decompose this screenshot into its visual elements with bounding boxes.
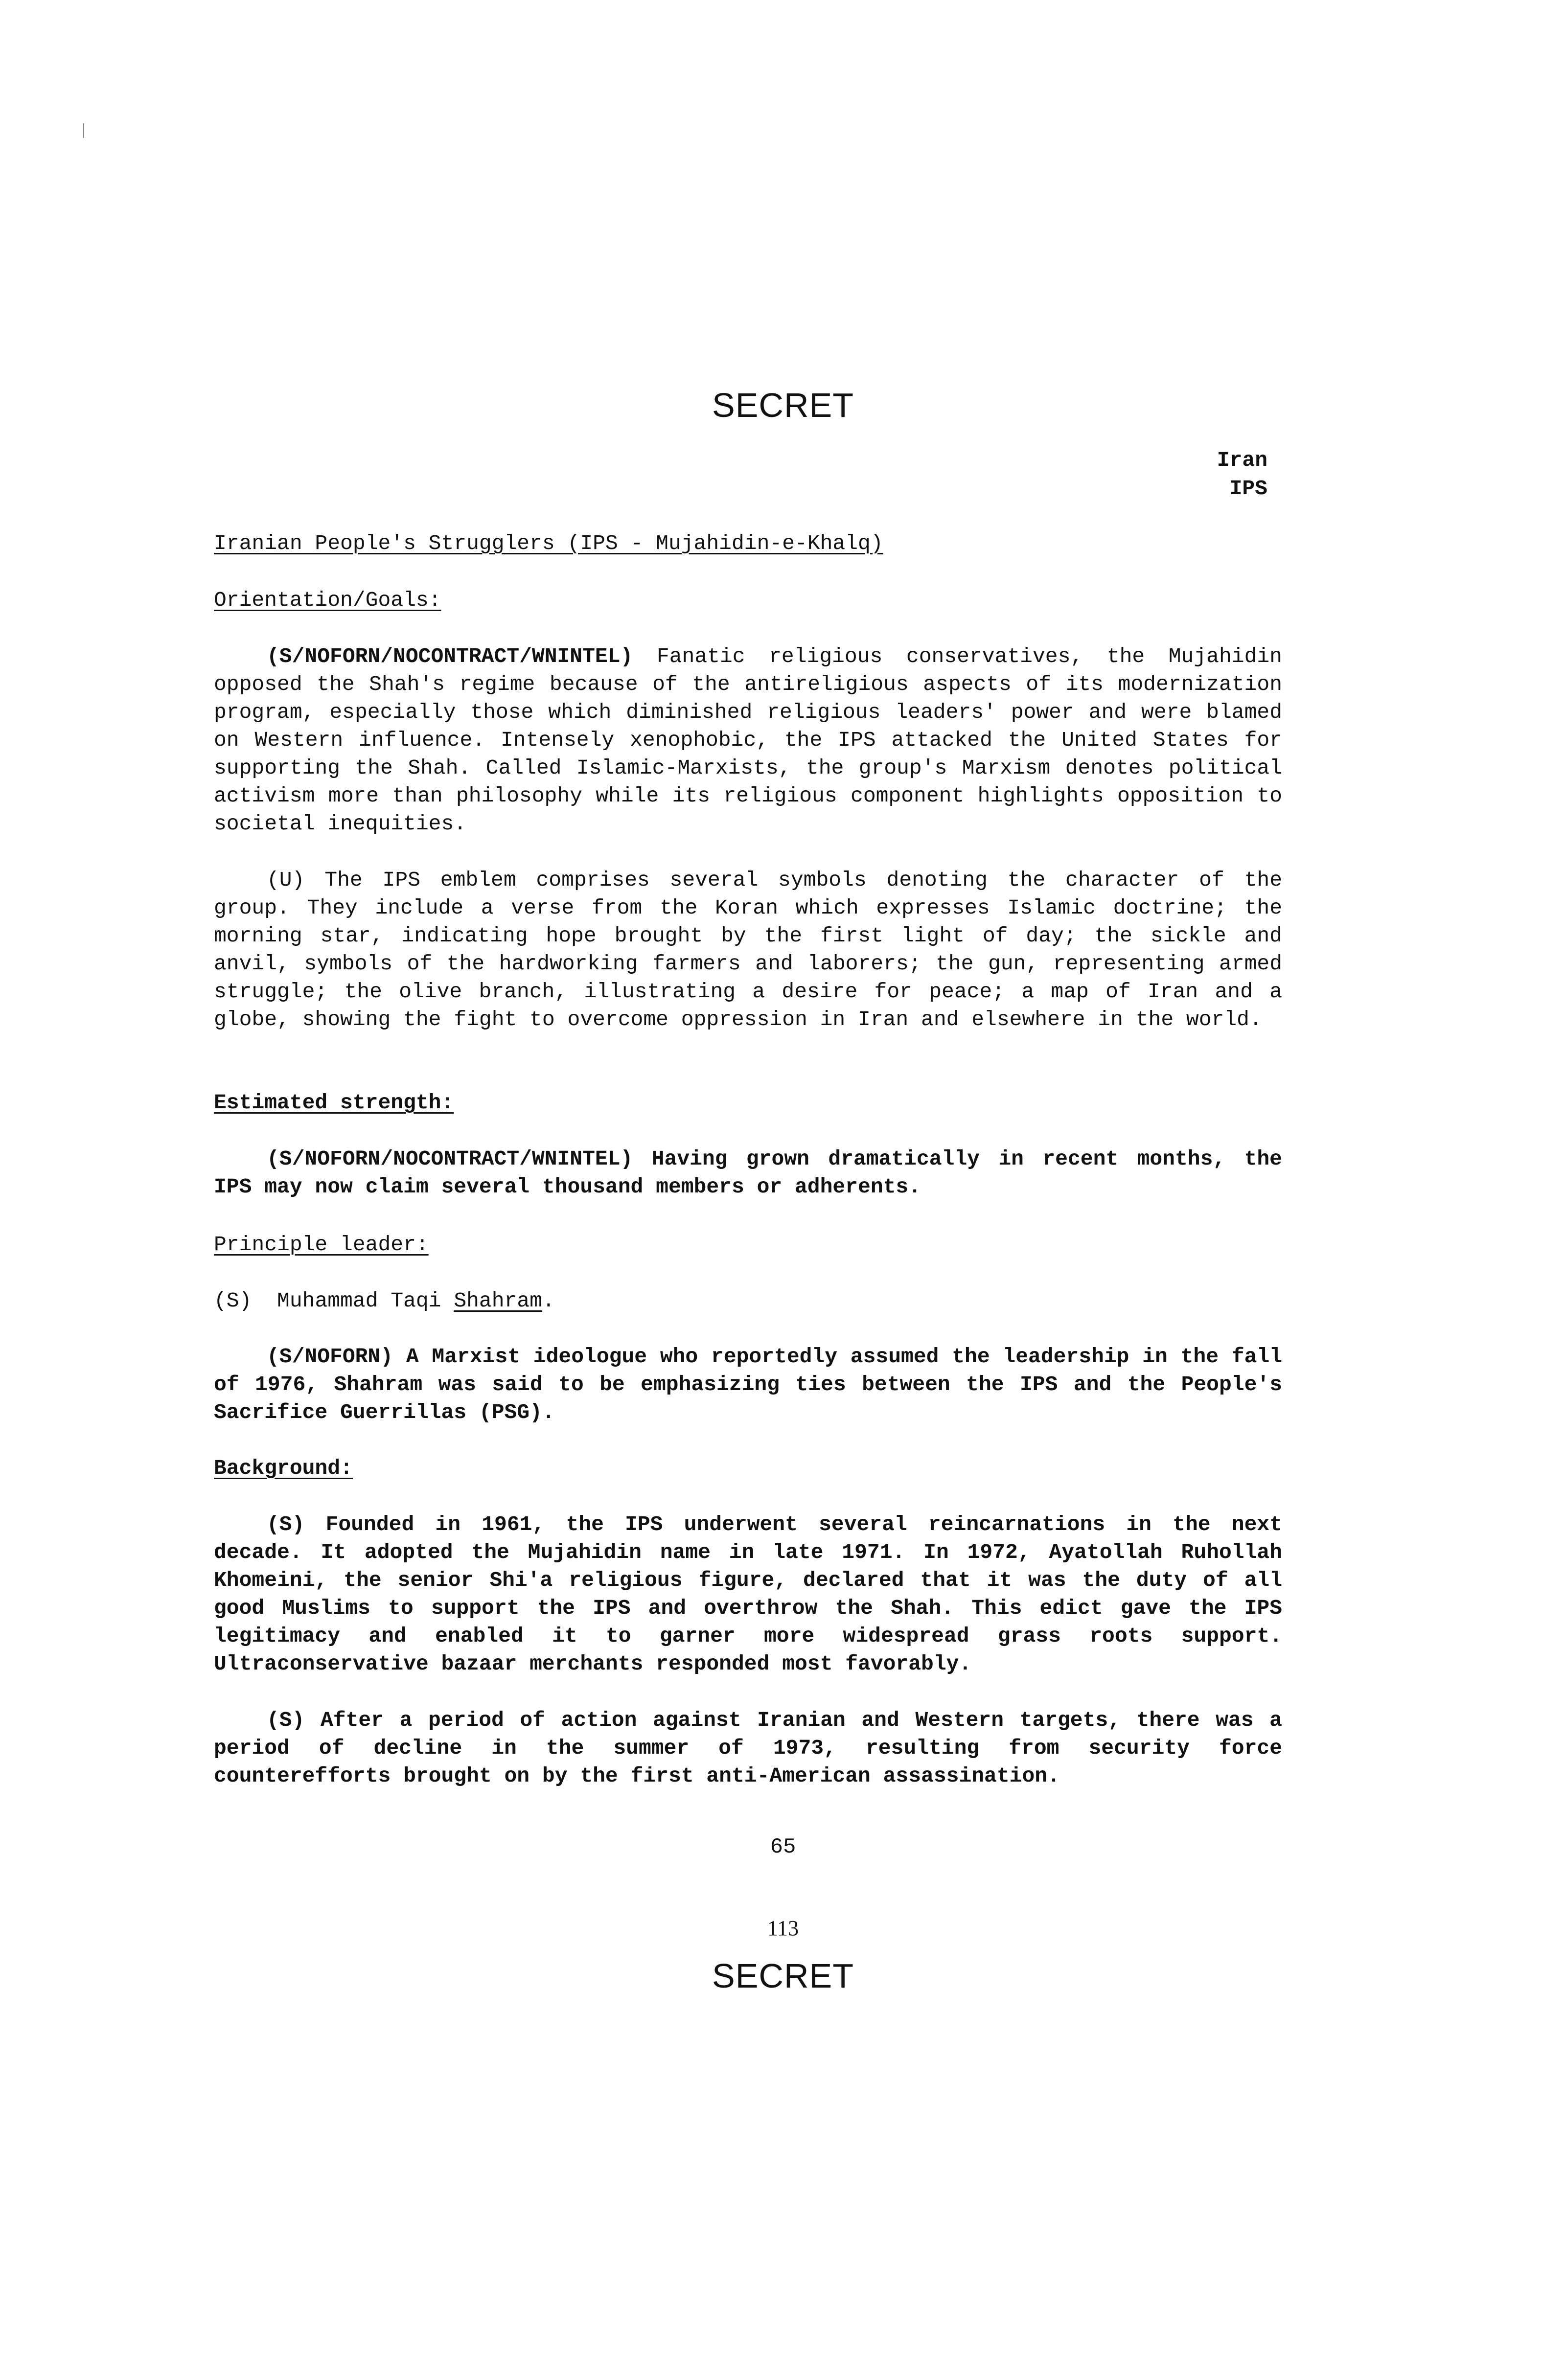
country-block <box>1217 446 1267 503</box>
paragraph-background-2 <box>214 1706 1282 1790</box>
page-number-inner: 65 <box>770 1835 796 1859</box>
section-heading-leader: Principle leader: <box>214 1233 429 1257</box>
country-label: Iran <box>1217 448 1267 472</box>
leader-name-line <box>214 1287 1282 1315</box>
paragraph-background-1 <box>214 1510 1282 1678</box>
paragraph-text: Having grown dramatically in recent months, the IPS may now claim several thousand members or adherents. <box>214 1147 1282 1199</box>
paragraph-text: Fanatic religious conservatives, the Mujahidin opposed the Shah's regime because of the antireligious aspects of its modernization program, especially those which diminished religious leaders' power and were blamed on Western influence. Intensely xenophobic, the IPS attacked the United States for supporting the Shah. Called Islamic-Marxists, the group's Marxism denotes political activism more than philosophy while its religious component highlights opposition to societal inequities. <box>214 644 1282 836</box>
classification-marking: (S) <box>267 1512 305 1536</box>
page-number-outer: 113 <box>767 1916 799 1940</box>
classification-marking: (U) <box>267 868 305 892</box>
paragraph-orientation-1 <box>214 642 1282 838</box>
classification-top: SECRET <box>712 386 854 424</box>
paragraph-text: After a period of action against Iranian and Western targets, there was a period of decline in the summer of 1973, resulting from security force counterefforts brought on by the first anti-American assassination. <box>214 1708 1282 1788</box>
scan-margin-mark <box>83 123 84 138</box>
classification-marking: (S/NOFORN/NOCONTRACT/WNINTEL) <box>267 644 633 668</box>
section-heading-strength: Estimated strength: <box>214 1091 454 1115</box>
paragraph-strength-1 <box>214 1145 1282 1201</box>
leader-surname: Shahram <box>454 1289 542 1313</box>
paragraph-text: A Marxist ideologue who reportedly assumed the leadership in the fall of 1976, Shahram was said to be emphasizing ties between the IPS and the People's Sacrifice Guerrillas (PSG). <box>214 1345 1282 1424</box>
classification-marking: (S/NOFORN/NOCONTRACT/WNINTEL) <box>267 1147 633 1171</box>
country-code-label: IPS <box>1229 477 1267 501</box>
leader-name-period: . <box>542 1289 555 1313</box>
section-heading-background: Background: <box>214 1456 353 1480</box>
paragraph-text: The IPS emblem comprises several symbols denoting the character of the group. They include a verse from the Koran which expresses Islamic doctrine; the morning star, indicating hope brought by the first light of day; the sickle and anvil, symbols of the hardworking farmers and laborers; the gun, representing armed struggle; the olive branch, illustrating a desire for peace; a map of Iran and a globe, showing the fight to overcome oppression in Iran and elsewhere in the world. <box>214 868 1283 1031</box>
classification-marking: (S) <box>214 1289 252 1313</box>
classification-marking: (S/NOFORN) <box>267 1345 393 1369</box>
section-heading-orientation: Orientation/Goals: <box>214 588 441 612</box>
paragraph-orientation-2 <box>214 866 1282 1033</box>
classification-marking: (S) <box>267 1708 305 1732</box>
paragraph-leader-2 <box>214 1343 1282 1426</box>
classification-bottom: SECRET <box>712 1957 854 1995</box>
paragraph-text: Founded in 1961, the IPS underwent several reincarnations in the next decade. It adopted the Mujahidin name in late 1971. In 1972, Ayatollah Ruhollah Khomeini, the senior Shi'a religious figure, declared that it was the duty of all good Muslims to support the IPS and overthrow the Shah. This edict gave the IPS legitimacy and enabled it to garner more widespread grass roots support. Ultraconservative bazaar merchants responded most favorably. <box>214 1512 1282 1676</box>
document-title: Iranian People's Strugglers (IPS - Mujahidin-e-Khalq) <box>214 531 883 555</box>
leader-given-name: Muhammad Taqi <box>277 1289 441 1313</box>
